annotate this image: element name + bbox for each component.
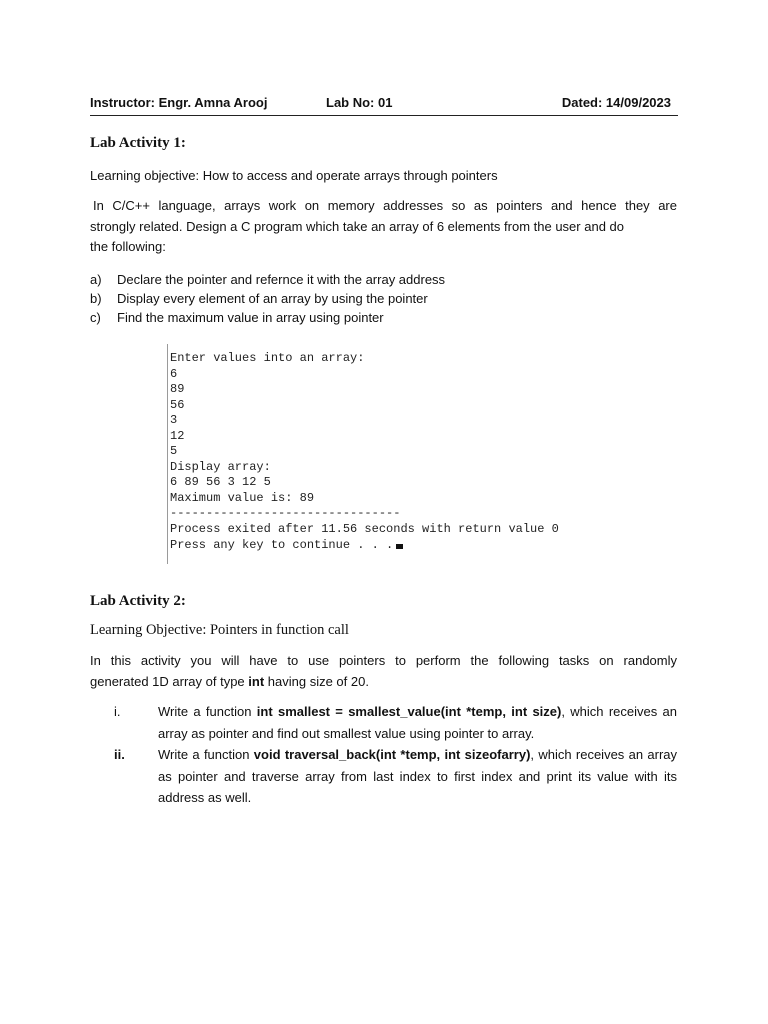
list-marker: ii. <box>114 747 125 762</box>
list-marker: b) <box>90 291 102 306</box>
console-prompt: Enter values into an array: <box>170 351 365 365</box>
activity2-intro <box>90 651 677 692</box>
console-input-line: 56 <box>170 397 185 412</box>
activity1-objective: Learning objective: How to access and operate arrays through pointers <box>90 168 498 183</box>
cursor-icon <box>396 544 403 549</box>
console-input-line: 5 <box>170 444 178 458</box>
list-item-text: Find the maximum value in array using pointer <box>117 310 384 325</box>
text-segment: Write a function <box>158 747 254 762</box>
list-marker: c) <box>90 310 101 325</box>
list-marker: a) <box>90 272 102 287</box>
list-item <box>90 744 677 809</box>
activity2-task-list <box>90 701 677 809</box>
date-label: Dated: 14/09/2023 <box>561 95 671 110</box>
console-continue-line: Press any key to continue . . . <box>170 538 394 552</box>
console-input-line: 89 <box>170 382 185 396</box>
text-segment: generated 1D array of type <box>90 673 249 689</box>
console-max-line: Maximum value is: 89 <box>170 490 315 505</box>
console-input-line: 6 <box>170 366 178 381</box>
lab-number-label: Lab No: 01 <box>326 95 393 110</box>
console-display-label: Display array: <box>170 459 271 474</box>
list-item <box>90 701 677 744</box>
list-item-text: Declare the pointer and refernce it with the array address <box>117 272 446 287</box>
console-display-values: 6 89 56 3 12 5 <box>170 475 271 489</box>
activity2-heading: Lab Activity 2: <box>90 593 186 609</box>
console-continue-row <box>170 538 403 554</box>
document-header <box>90 93 678 116</box>
console-input-line: 3 <box>170 413 178 427</box>
console-exit-line: Process exited after 11.56 seconds with return value 0 <box>170 522 559 536</box>
text-segment: , which receives an array as pointer and traverse array from last index to first index and print its value with its address as well. <box>158 747 678 805</box>
function-signature: int smallest = smallest_value(int *temp, int size) <box>256 704 562 719</box>
list-item-text: Display every element of an array by using the pointer <box>117 291 428 306</box>
function-signature: void traversal_back(int *temp, int sizeofarry) <box>253 747 531 762</box>
activity2-intro-line-1: In this activity you will have to use pointers to perform the following tasks on randomly <box>90 653 677 668</box>
activity1-intro-line-2: strongly related. Design a C program which take an array of 6 elements from the user and do <box>90 218 624 234</box>
activity1-intro <box>90 196 677 258</box>
activity1-heading: Lab Activity 1: <box>90 135 186 151</box>
list-marker: i. <box>114 704 121 719</box>
text-segment: , which receives an array as pointer and find out smallest value using pointer to array. <box>158 704 677 741</box>
console-output-screenshot <box>167 344 588 564</box>
activity1-intro-line-3: the following: <box>90 239 166 254</box>
text-segment: having size of 20. <box>264 673 369 689</box>
console-input-line: 12 <box>170 428 185 443</box>
activity1-intro-line-1: In C/C++ language, arrays work on memory addresses so as pointers and hence they are <box>93 198 677 213</box>
console-separator: -------------------------------- <box>170 506 401 520</box>
int-keyword: int <box>248 673 265 689</box>
text-segment: Write a function <box>158 704 257 719</box>
instructor-label: Instructor: Engr. Amna Arooj <box>90 95 268 110</box>
activity2-intro-line-2 <box>90 672 677 693</box>
activity2-objective: Learning Objective: Pointers in function call <box>90 622 349 638</box>
